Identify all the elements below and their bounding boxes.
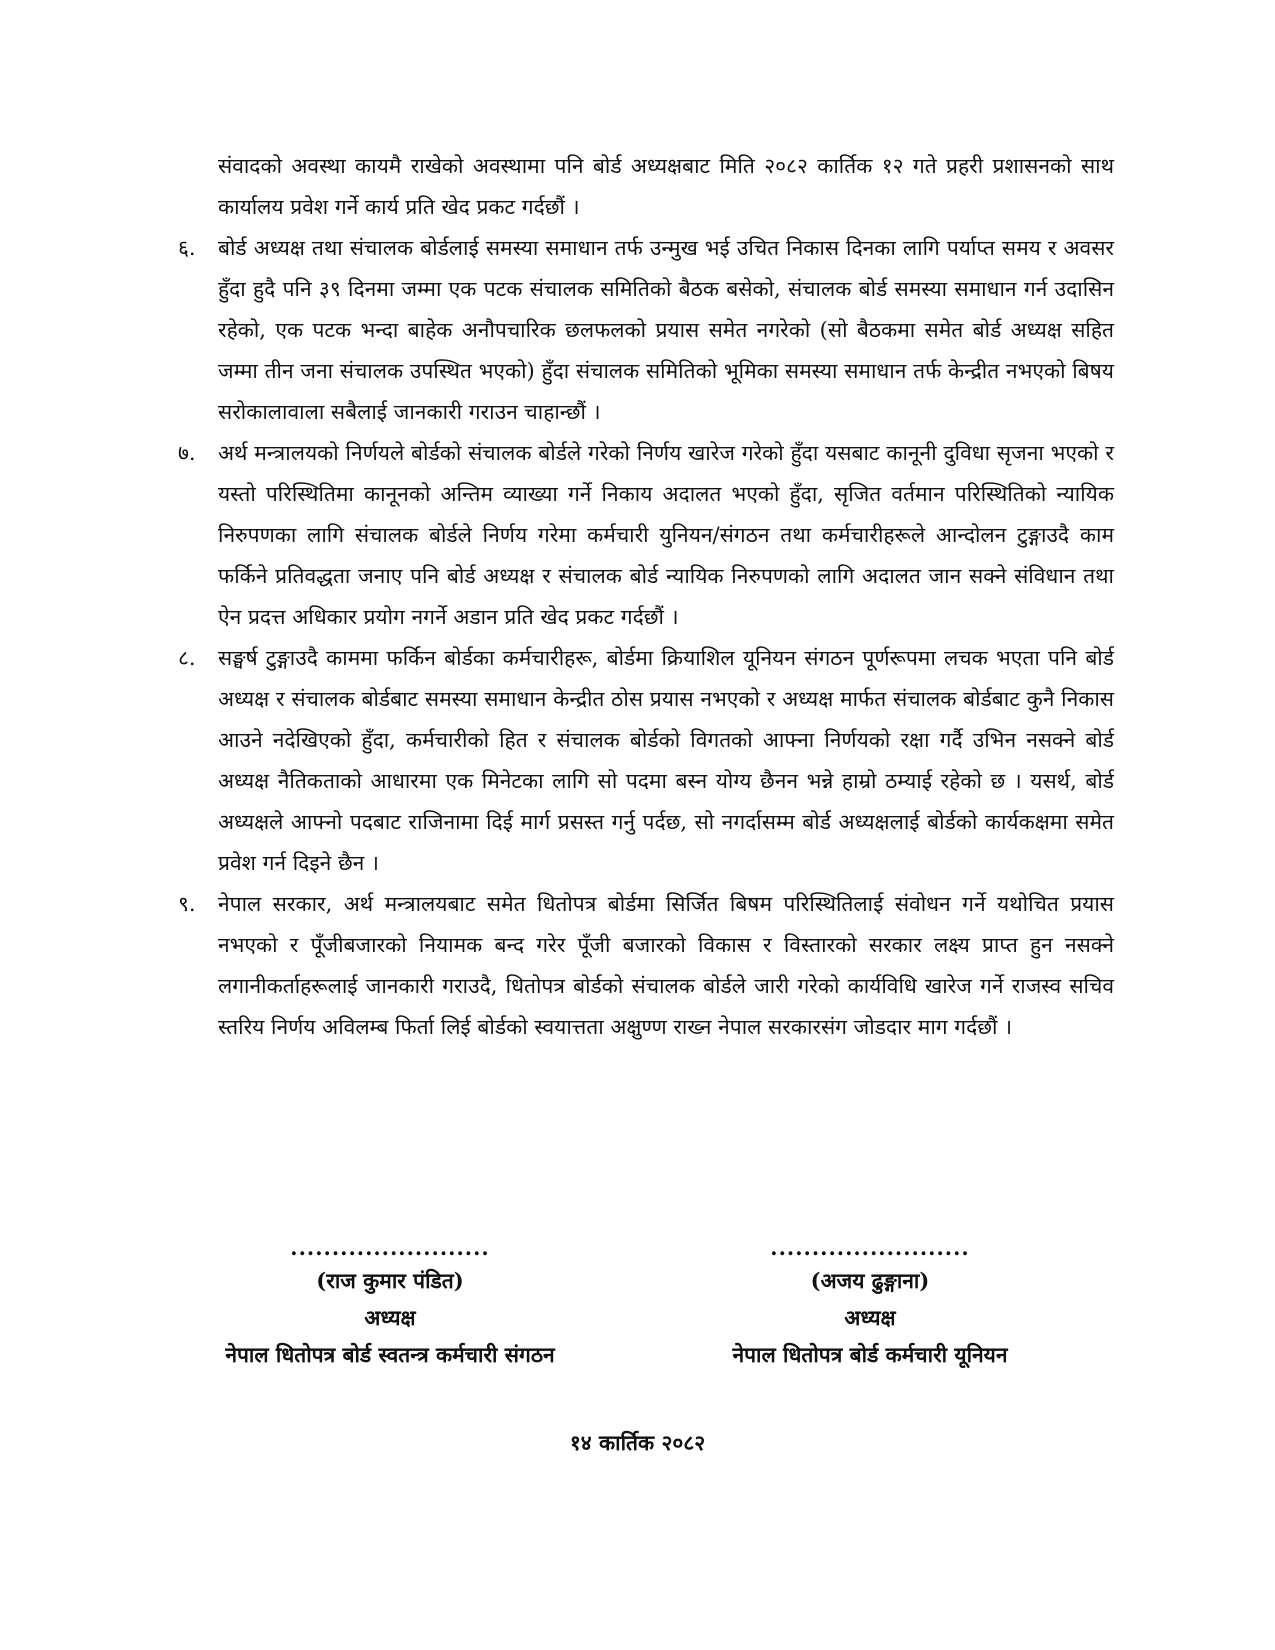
list-item-6 <box>178 228 1114 433</box>
item-text: नेपाल सरकार, अर्थ मन्त्रालयबाट समेत धितोपत्र बोर्डमा सिर्जित बिषम परिस्थितिलाई संवोधन गर्ने यथोचित प्रयास नभएको र पूँजीबजारको नियामक बन्द गरेर पूँजी बजारको विकास र विस्तारको सरकार लक्ष्य प्राप्त हुन नसक्ने लगानीकर्ताहरूलाई जानकारी गराउदै, धितोपत्र बोर्डको संचालक बोर्डले जारी गरेको कार्यविधि खारेज गर्ने राजस्व सचिव स्तरिय निर्णय अविलम्ब फिर्ता लिई बोर्डको स्वयात्तता अक्षुण्ण राख्न नेपाल सरकारसंग जोडदार माग गर्दछौं । <box>218 892 1114 1039</box>
item-number: ९. <box>178 892 196 916</box>
signature-block-left <box>190 1235 590 1373</box>
signatory-name: (राज कुमार पंडित) <box>316 1268 464 1293</box>
document-date: १४ कार्तिक २०८२ <box>569 1430 706 1455</box>
signatory-name: (अजय ढुङ्गाना) <box>810 1268 930 1293</box>
item-text: अर्थ मन्त्रालयको निर्णयले बोर्डको संचालक बोर्डले गरेको निर्णय खारेज गरेको हुँदा यसबाट कानूनी दुविधा सृजना भएको र यस्तो परिस्थितिमा कानूनको अन्तिम व्याख्या गर्ने निकाय अदालत भएको हुँदा, सृजित वर्तमान परिस्थितिको न्यायिक निरुपणका लागि संचालक बोर्डले निर्णय गरेमा कर्मचारी युनियन/संगठन तथा कर्मचारीहरूले आन्दोलन टुङ्गाउदै काम फर्किने प्रतिवद्धता जनाए पनि बोर्ड अध्यक्ष र संचालक बोर्ड न्यायिक निरुपणको लागि अदालत जान सक्ने संविधान तथा ऐन प्रदत्त अधिकार प्रयोग नगर्ने अडान प्रति खेद प्रकट गर्दछौं । <box>218 441 1114 629</box>
signatory-organization: नेपाल धितोपत्र बोर्ड स्वतन्त्र कर्मचारी संगठन <box>225 1342 555 1367</box>
list-item-7 <box>178 433 1114 638</box>
item-number: ६. <box>178 236 196 260</box>
signatory-title: अध्यक्ष <box>364 1305 416 1330</box>
signature-dots: ........................ <box>290 1235 490 1260</box>
item-number: ८. <box>178 646 196 670</box>
item-text: सङ्घर्ष टुङ्गाउदै काममा फर्किन बोर्डका कर्मचारीहरू, बोर्डमा क्रियाशिल यूनियन संगठन पूर्णरूपमा लचक भएता पनि बोर्ड अध्यक्ष र संचालक बोर्डबाट समस्या समाधान केन्द्रीत ठोस प्रयास नभएको र अध्यक्ष मार्फत संचालक बोर्डबाट कुनै निकास आउने नदेखिएको हुँदा, कर्मचारीको हित र संचालक बोर्डको विगतको आफ्ना निर्णयको रक्षा गर्दै उभिन नसक्ने बोर्ड अध्यक्ष नैतिकताको आधारमा एक मिनेटका लागि सो पदमा बस्न योग्य छैनन भन्ने हाम्रो ठम्याई रहेको छ । यसर्थ, बोर्ड अध्यक्षले आफ्नो पदबाट राजिनामा दिई मार्ग प्रसस्त गर्नु पर्दछ, सो नगर्दासम्म बोर्ड अध्यक्षलाई बोर्डको कार्यकक्षमा समेत प्रवेश गर्न दिइने छैन । <box>218 646 1114 875</box>
list-item-9 <box>178 884 1114 1048</box>
continuation-paragraph: संवादको अवस्था कायमै राखेको अवस्थामा पनि बोर्ड अध्यक्षबाट मिति २०८२ कार्तिक १२ गते प्रहरी प्रशासनको साथ कार्यालय प्रवेश गर्ने कार्य प्रति खेद प्रकट गर्दछौं । <box>218 154 1114 219</box>
item-number: ७. <box>178 441 196 465</box>
document-body <box>178 146 1114 1048</box>
signatory-organization: नेपाल धितोपत्र बोर्ड कर्मचारी यूनियन <box>732 1342 1008 1367</box>
list-item-8 <box>178 638 1114 884</box>
signatory-title: अध्यक्ष <box>844 1305 896 1330</box>
signature-dots: ........................ <box>770 1235 970 1260</box>
signature-block-right <box>690 1235 1050 1373</box>
item-text: बोर्ड अध्यक्ष तथा संचालक बोर्डलाई समस्या समाधान तर्फ उन्मुख भई उचित निकास दिनका लागि पर्याप्त समय र अवसर हुँदा हुदै पनि ३९ दिनमा जम्मा एक पटक संचालक समितिको बैठक बसेको, संचालक बोर्ड समस्या समाधान गर्न उदासिन रहेको, एक पटक भन्दा बाहेक अनौपचारिक छलफलको प्रयास समेत नगरेको (सो बैठकमा समेत बोर्ड अध्यक्ष सहित जम्मा तीन जना संचालक उपस्थित भएको) हुँदा संचालक समितिको भूमिका समस्या समाधान तर्फ केन्द्रीत नभएको बिषय सरोकालावाला सबैलाई जानकारी गराउन चाहान्छौं । <box>218 236 1114 424</box>
